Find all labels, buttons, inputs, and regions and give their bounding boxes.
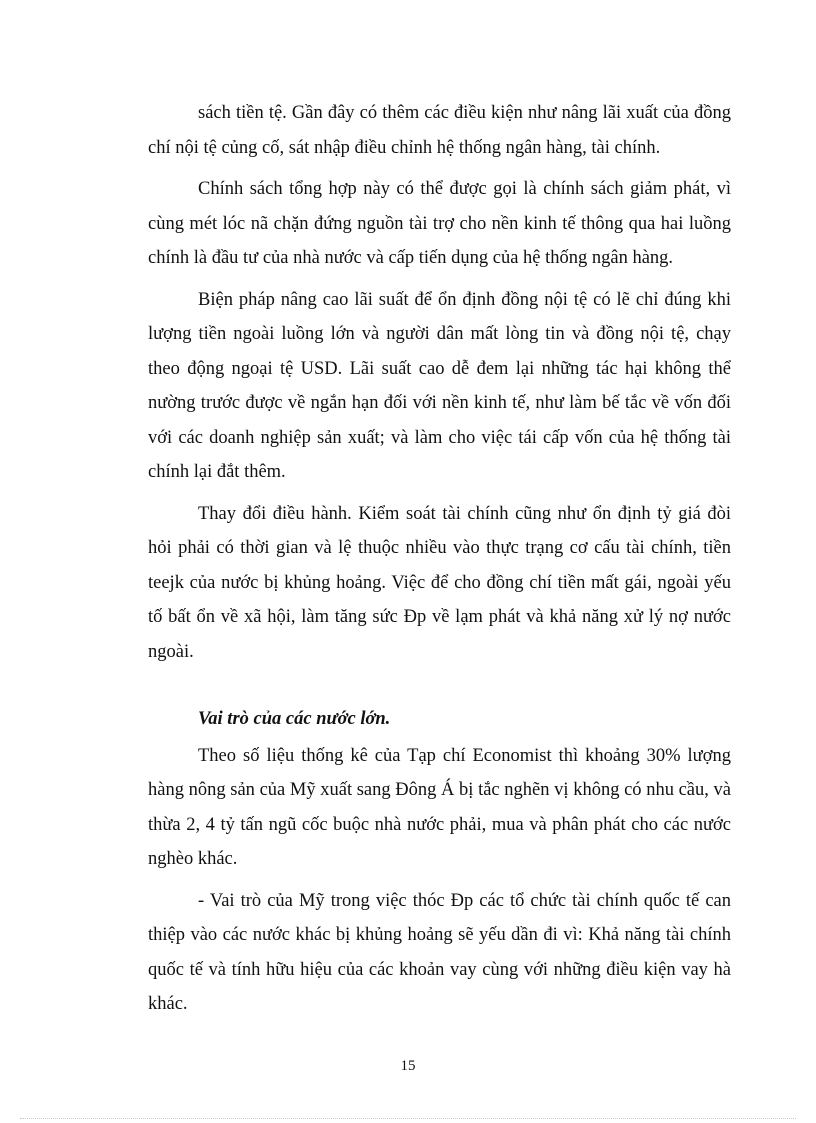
page-content [148,96,731,1029]
paragraph-5: Theo số liệu thống kê của Tạp chí Economist thì khoảng 30% lượng hàng nông sản của Mỹ xuất sang Đông Á bị tắc nghẽn vị không có nhu cầu, và thừa 2, 4 tỷ tấn ngũ cốc buộc nhà nước phải, mua và phân phát cho các nước nghèo khác. [148,745,731,869]
section-heading: Vai trò của các nước lớn. [198,709,391,729]
paragraph-6: - Vai trò của Mỹ trong việc thóc Đp các tổ chức tài chính quốc tế can thiệp vào các nước khác bị khủng hoảng sẽ yếu dần đi vì: Khả năng tài chính quốc tế và tính hữu hiệu của các khoản vay cùng với những điều kiện vay hà khác. [148,890,731,1014]
page-number: 15 [400,1058,416,1074]
page-bottom-divider [20,1118,796,1119]
paragraph-3: Biện pháp nâng cao lãi suất để ổn định đồng nội tệ có lẽ chỉ đúng khi lượng tiền ngoài luồng lớn và người dân mất lòng tin và đồng nội tệ, chạy theo động ngoại tệ USD. Lãi suất cao dễ đem lại những tác hại không thể nường trước được về ngắn hạn đối với nền kinh tế, như làm bế tắc về vốn đối với các doanh nghiệp sản xuất; và làm cho việc tái cấp vốn của hệ thống tài chính lại đắt thêm. [148,289,731,482]
paragraph-1: sách tiền tệ. Gần đây có thêm các điều kiện như nâng lãi xuất của đồng chí nội tệ củng cố, sát nhập điều chỉnh hệ thống ngân hàng, tài chính. [148,103,731,158]
paragraph-4: Thay đổi điều hành. Kiểm soát tài chính cũng như ổn định tỷ giá đòi hỏi phải có thời gian và lệ thuộc nhiều vào thực trạng cơ cấu tài chính, tiền teejk của nước bị khủng hoảng. Việc để cho đồng chí tiền mất gái, ngoài yếu tố bất ổn về xã hội, làm tăng sức Đp về lạm phát và khả năng xử lý nợ nước ngoài. [148,503,731,662]
paragraph-2: Chính sách tổng hợp này có thể được gọi là chính sách giảm phát, vì cùng mét lóc nã chặn đứng nguồn tài trợ cho nền kinh tế thông qua hai luồng chính là đầu tư của nhà nước và cấp tiến dụng của hệ thống ngân hàng. [148,179,731,268]
